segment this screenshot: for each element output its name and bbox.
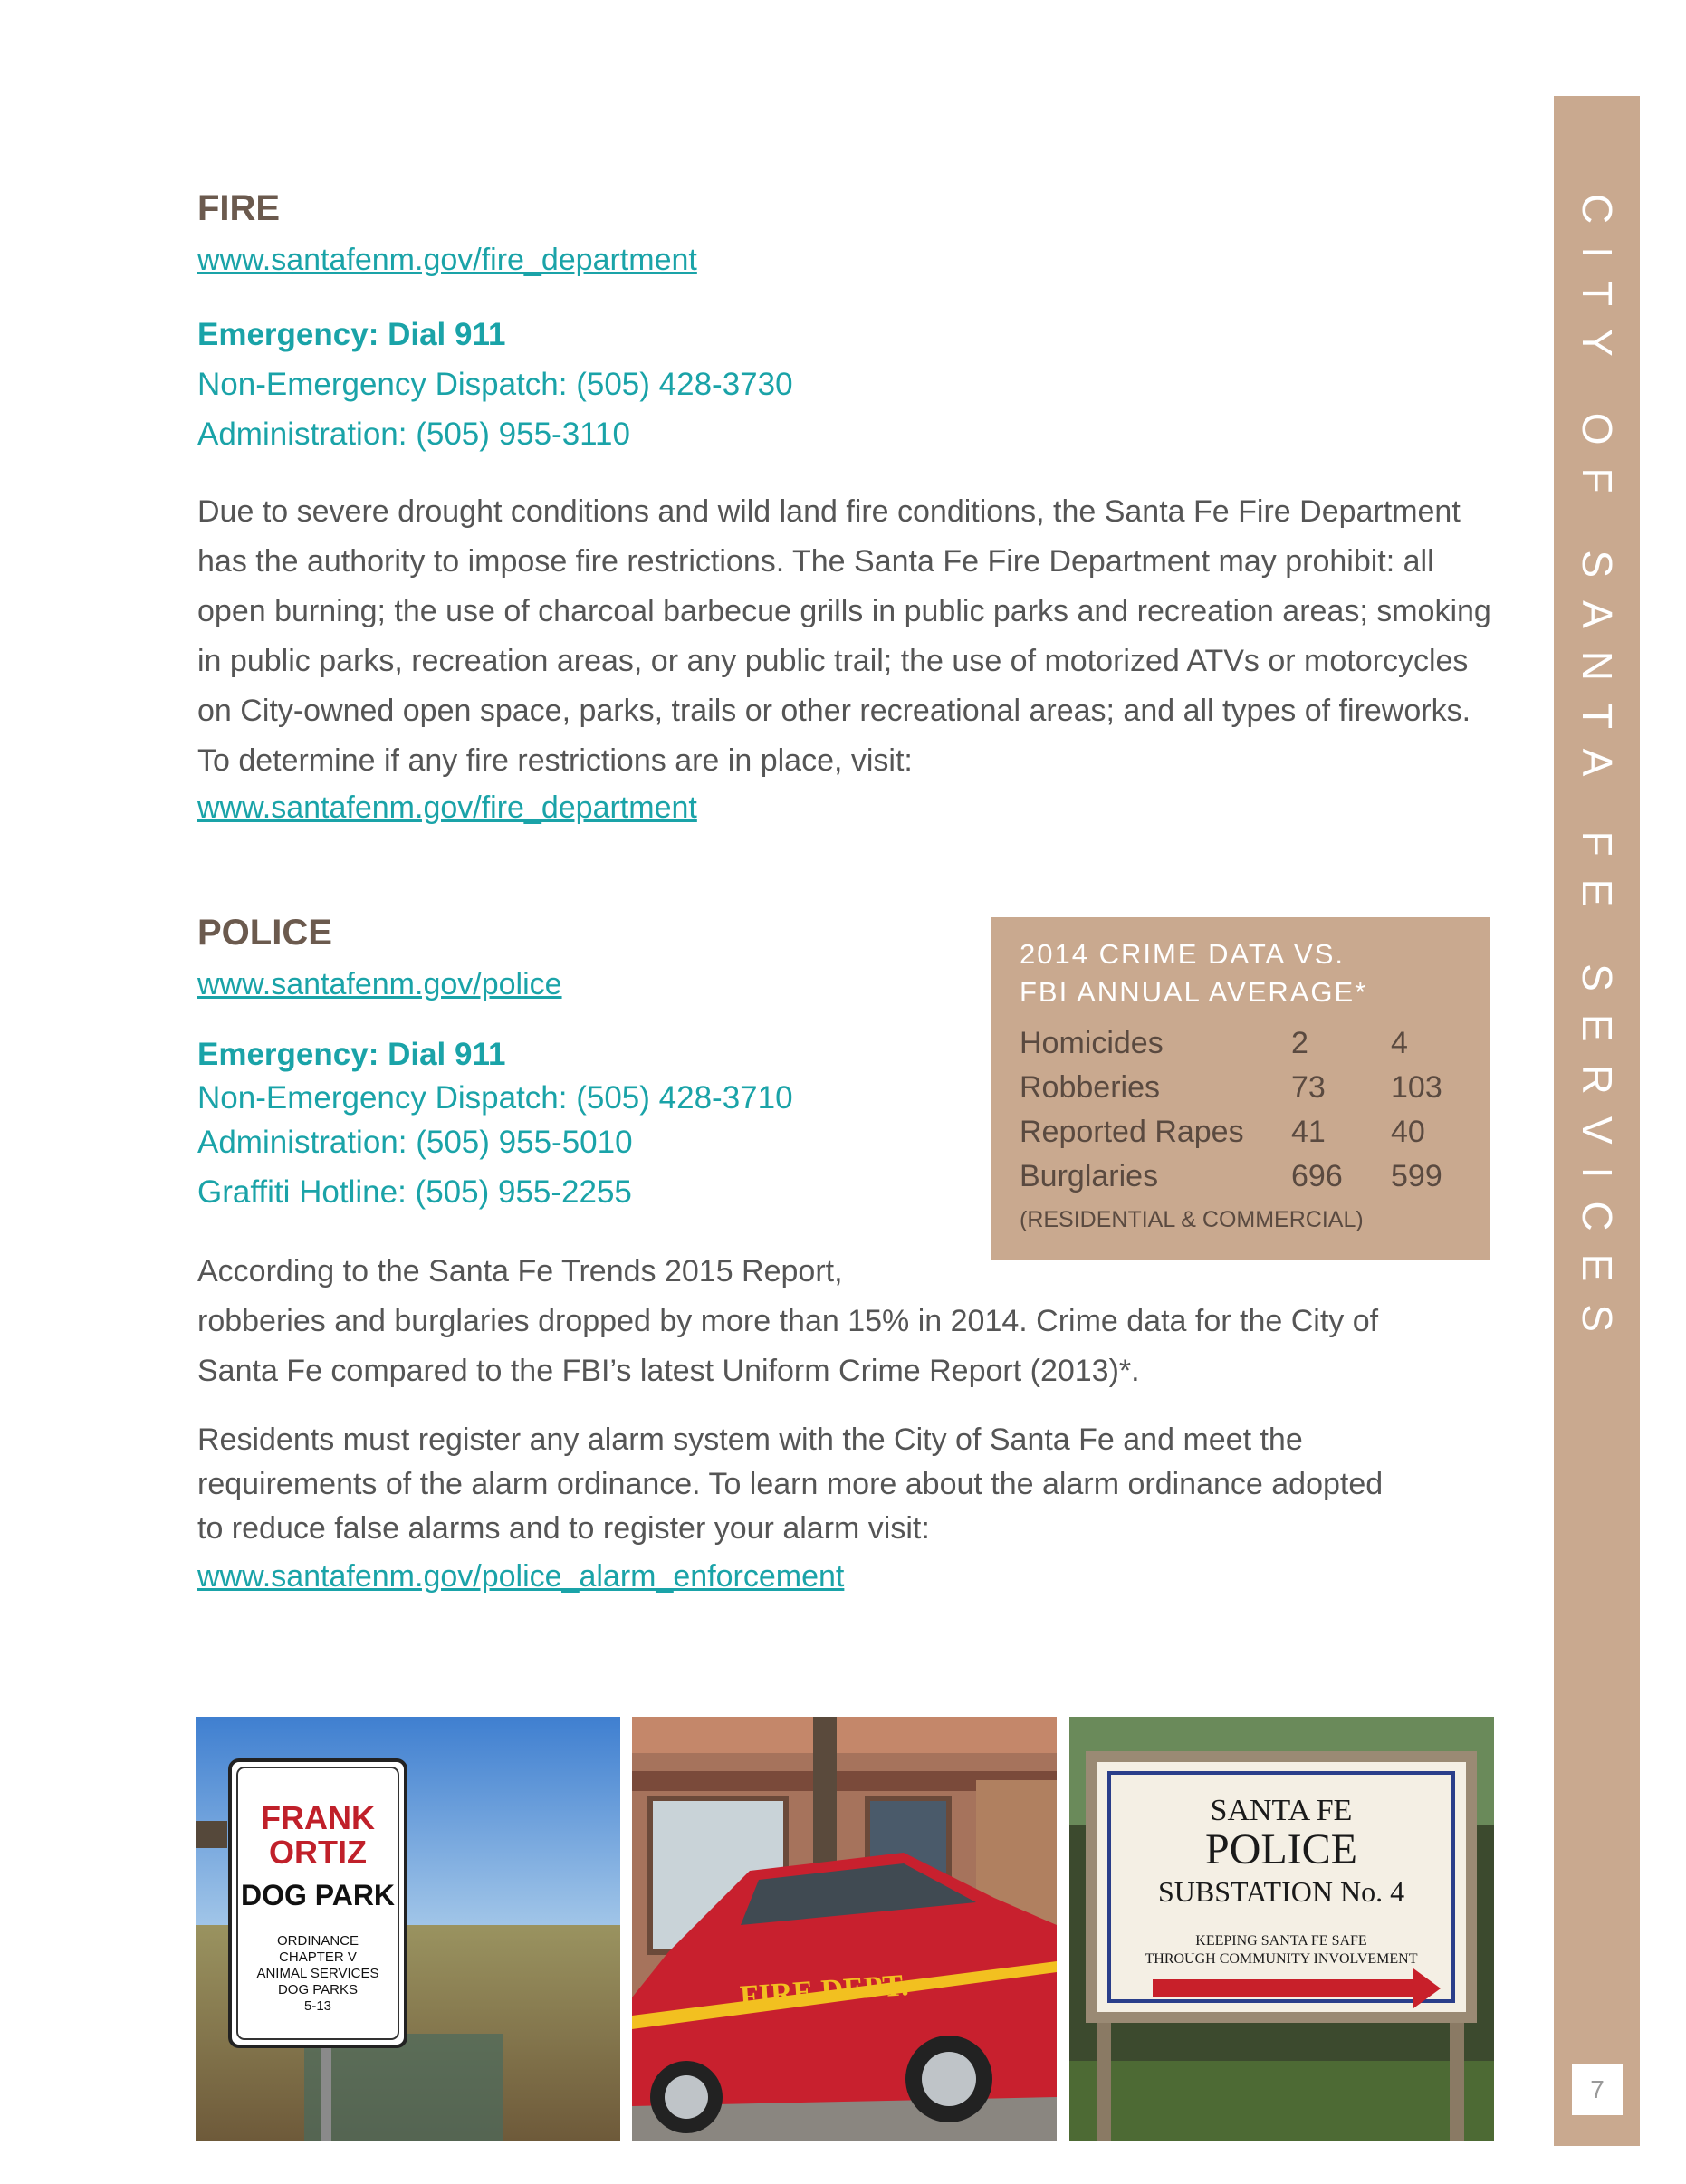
crime-row-fbi: 103 — [1391, 1070, 1442, 1105]
police-sign-line3: SUBSTATION No. 4 — [1157, 1875, 1405, 1908]
fire-heading: FIRE — [197, 188, 281, 228]
police-paragraph-line: robberies and burglaries dropped by more than 15% in 2014. Crime data for the City of — [197, 1304, 1379, 1338]
dog-park-line3: DOG PARK — [240, 1879, 396, 1911]
crime-row-fbi: 4 — [1391, 1026, 1408, 1060]
dog-park-small5: 5-13 — [303, 1998, 332, 2014]
fire-website-link[interactable]: www.santafenm.gov/fire_department — [197, 243, 697, 277]
crime-row-label: Homicides — [1020, 1026, 1164, 1060]
police-paragraph-line: requirements of the alarm ordinance. To learn more about the alarm ordinance adopted — [197, 1467, 1384, 1501]
dog-park-small3: ANIMAL SERVICES — [256, 1966, 379, 1981]
photo-police-sign — [1069, 1717, 1494, 2141]
crime-row-label: Reported Rapes — [1020, 1115, 1244, 1149]
fire-paragraph-line: open burning; the use of charcoal barbecue grills in public parks and recreation areas; smoking — [197, 594, 1491, 628]
crime-box-title-1: 2014 CRIME DATA VS. — [1020, 938, 1346, 970]
fire-car-illustration — [632, 1717, 1057, 2141]
fire-restrictions-link[interactable]: www.santafenm.gov/fire_department — [197, 790, 697, 825]
police-graffiti: Graffiti Hotline: (505) 955-2255 — [197, 1174, 632, 1210]
page-number: 7 — [1572, 2064, 1623, 2115]
fire-paragraph-line: To determine if any fire restrictions are in place, visit: — [197, 743, 913, 778]
dog-park-small4: DOG PARKS — [277, 1982, 359, 1997]
crime-row-label: Burglaries — [1020, 1159, 1159, 1193]
fire-paragraph-line: in public parks, recreation areas, or any public trail; the use of motorized ATVs or motorcycles — [197, 644, 1469, 678]
fire-paragraph — [197, 487, 1501, 786]
dog-park-line1: FRANK — [261, 1799, 375, 1836]
fire-non-emergency: Non-Emergency Dispatch: (505) 428-3730 — [197, 367, 793, 402]
police-paragraph-2 — [197, 1418, 1501, 1551]
crime-box-note: (RESIDENTIAL & COMMERCIAL) — [1020, 1207, 1364, 1232]
police-non-emergency: Non-Emergency Dispatch: (505) 428-3710 — [197, 1080, 793, 1116]
photo-fire-car — [632, 1717, 1057, 2141]
crime-row-fbi: 40 — [1391, 1115, 1425, 1149]
police-sign-illustration — [1069, 1717, 1494, 2141]
police-paragraph-line: Residents must register any alarm system with the City of Santa Fe and meet the — [197, 1422, 1303, 1457]
crime-row-2014: 2 — [1291, 1026, 1308, 1060]
crime-row-2014: 73 — [1291, 1070, 1326, 1105]
police-sign-line1: SANTA FE — [1210, 1794, 1353, 1827]
fire-paragraph-line: Due to severe drought conditions and wild land fire conditions, the Santa Fe Fire Department — [197, 494, 1461, 529]
fire-paragraph-line: has the authority to impose fire restrictions. The Santa Fe Fire Department may prohibit: all — [197, 544, 1434, 579]
police-website-link[interactable]: www.santafenm.gov/police — [197, 967, 562, 1001]
police-sign-line2: POLICE — [1205, 1825, 1357, 1873]
fire-car-text: FIRE DEPT. — [738, 1968, 910, 2014]
crime-row-label: Robberies — [1020, 1070, 1160, 1105]
police-paragraph-line: Santa Fe compared to the FBI’s latest Uniform Crime Report (2013)*. — [197, 1354, 1140, 1388]
photo-dog-park — [196, 1717, 620, 2141]
fire-emergency: Emergency: Dial 911 — [197, 317, 506, 352]
police-sign-line4: KEEPING SANTA FE SAFE — [1195, 1933, 1367, 1949]
fire-administration: Administration: (505) 955-3110 — [197, 417, 630, 452]
crime-row-2014: 41 — [1291, 1115, 1326, 1149]
crime-box-title-2: FBI ANNUAL AVERAGE* — [1020, 976, 1368, 1008]
police-paragraph-line: According to the Santa Fe Trends 2015 Report, — [197, 1254, 843, 1288]
crime-data-box — [991, 917, 1490, 1260]
dog-park-line2: ORTIZ — [269, 1834, 367, 1871]
crime-row-2014: 696 — [1291, 1159, 1343, 1193]
police-alarm-link[interactable]: www.santafenm.gov/police_alarm_enforcement — [197, 1559, 845, 1594]
sidebar-title: CITY OF SANTA FE SERVICES — [1573, 194, 1621, 1355]
police-paragraph-1 — [197, 1247, 1501, 1396]
police-administration: Administration: (505) 955-5010 — [197, 1125, 633, 1160]
police-paragraph-line: to reduce false alarms and to register your alarm visit: — [197, 1511, 930, 1546]
police-emergency: Emergency: Dial 911 — [197, 1037, 506, 1072]
fire-paragraph-line: on City-owned open space, parks, trails or other recreational areas; and all types of fireworks. — [197, 694, 1471, 728]
crime-row-fbi: 599 — [1391, 1159, 1442, 1193]
dog-park-illustration — [196, 1717, 620, 2141]
sidebar-title-wrap — [1554, 96, 1640, 1364]
dog-park-small1: ORDINANCE — [276, 1933, 359, 1949]
dog-park-small2: CHAPTER V — [279, 1949, 357, 1965]
police-sign-line5: THROUGH COMMUNITY INVOLVEMENT — [1145, 1951, 1418, 1967]
police-heading: POLICE — [197, 913, 332, 953]
